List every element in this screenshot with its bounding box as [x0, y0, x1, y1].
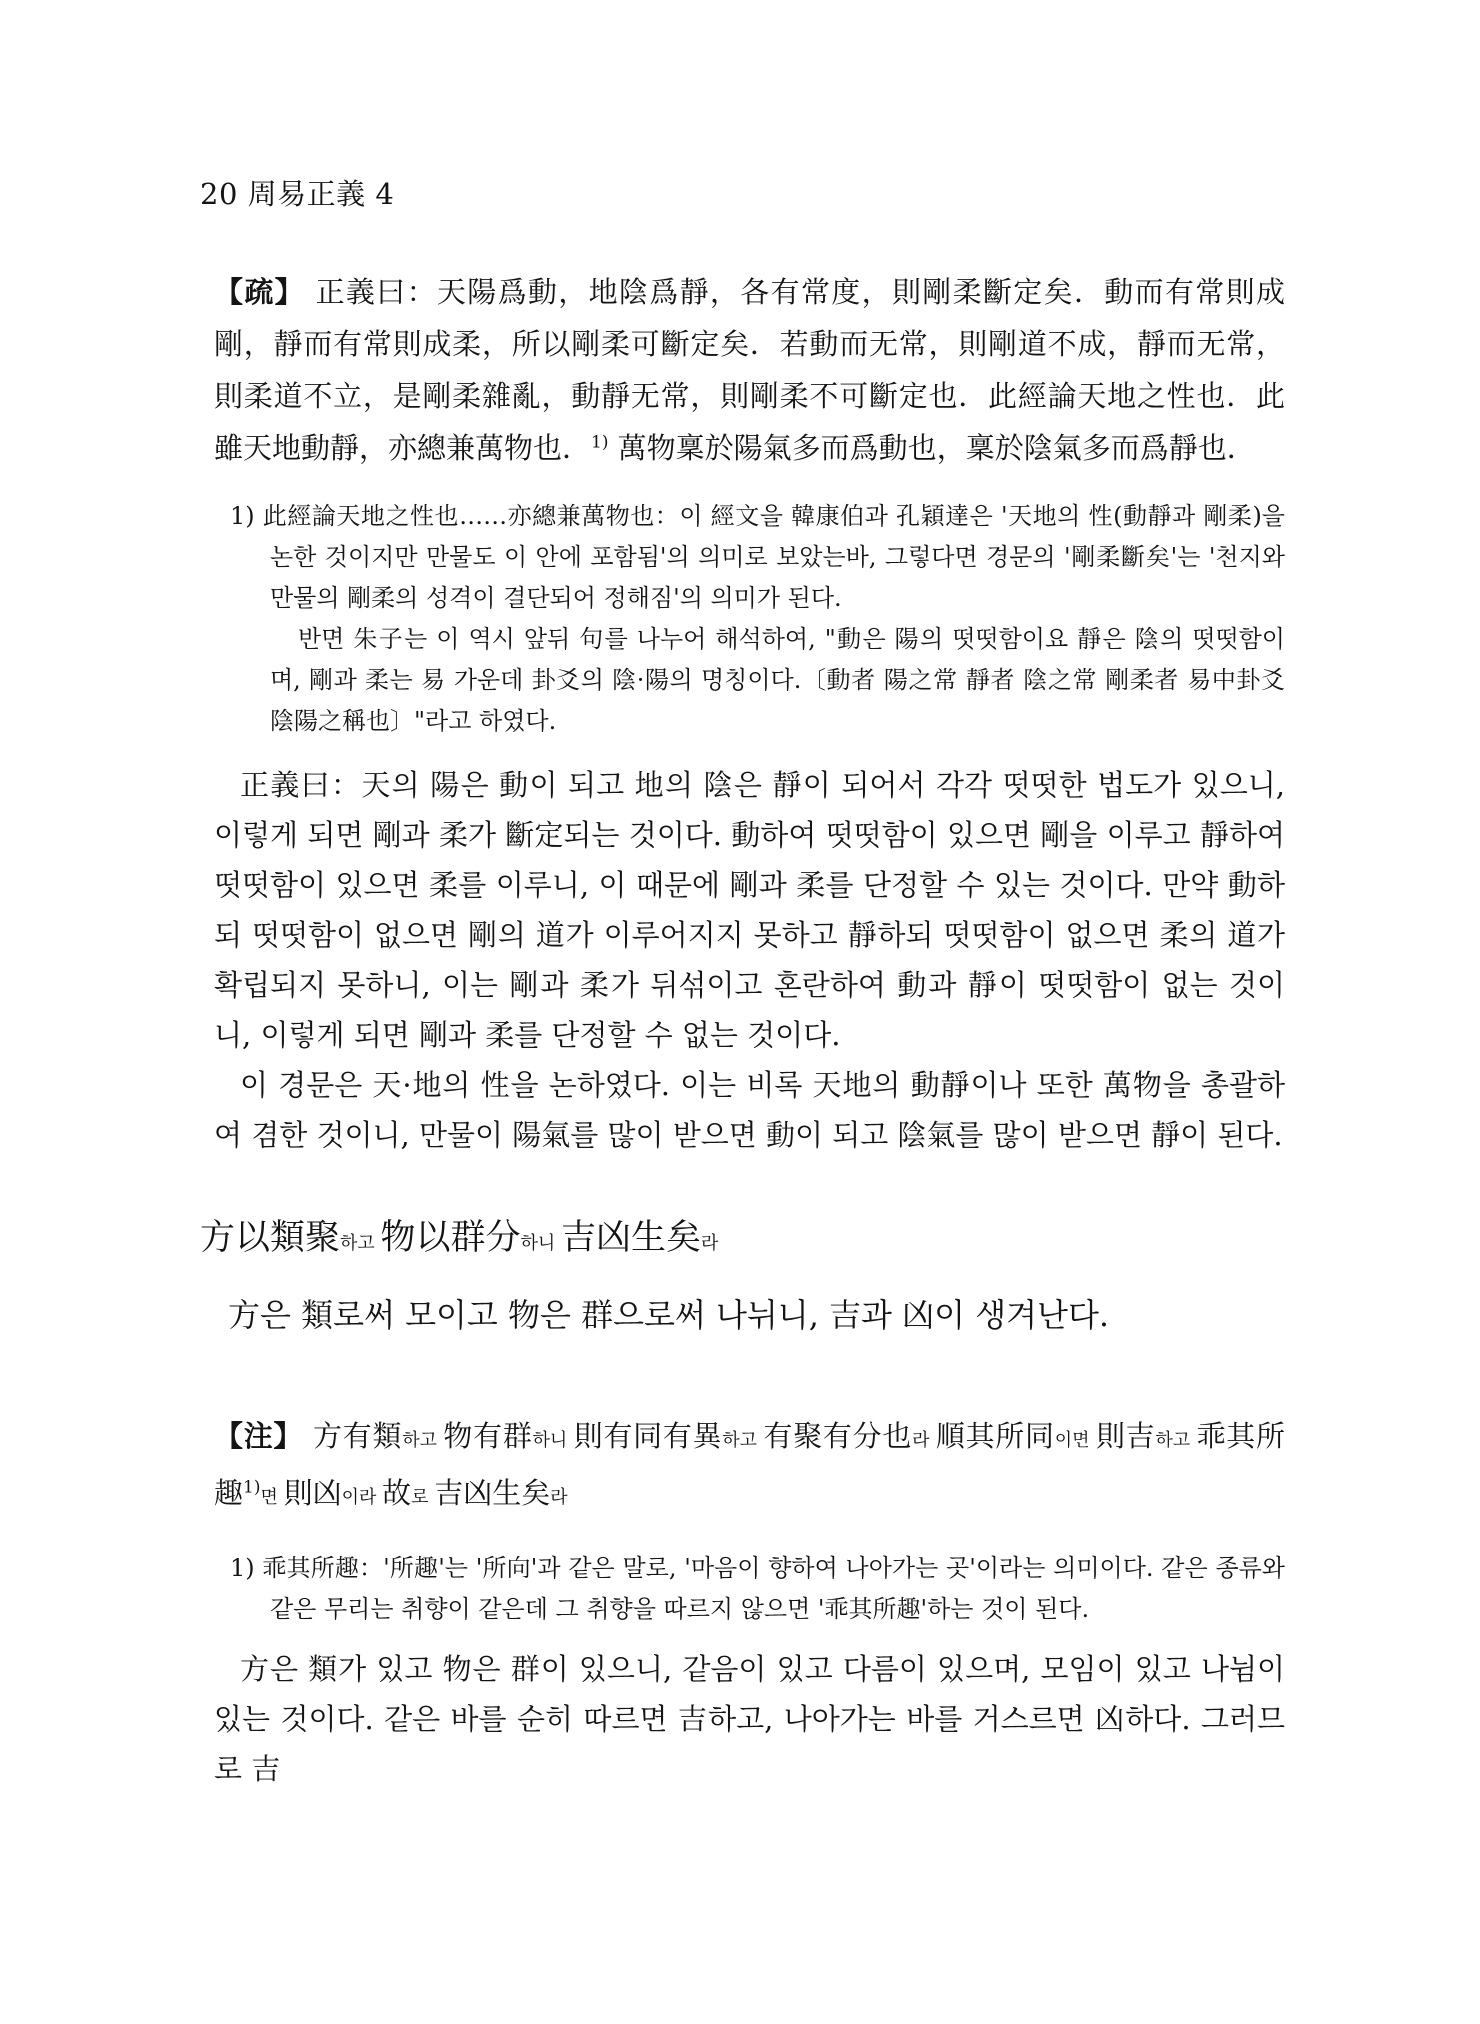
classic-translation: 方은 類로써 모이고 物은 群으로써 나뉘니, 吉과 凶이 생겨난다. [228, 1296, 1110, 1334]
zhu-commentary [214, 1410, 1285, 1524]
shu-text: 正義曰：天陽爲動，地陰爲靜，各有常度，則剛柔斷定矣．動而有常則成剛，靜而有常則成柔，所以剛柔可斷定矣．若動而无常，則剛道不成，靜而无常，則柔道不立，是剛柔雜亂，動靜无常，則剛柔不可斷定也．此經論天地之性也．此雖天地動靜，亦總兼萬物也． [214, 275, 1285, 465]
zhu-text-6: 則吉 [1095, 1419, 1156, 1453]
book-title: 周易正義 4 [247, 177, 395, 211]
shu-marker: 【疏】 [214, 275, 306, 309]
zhu-text-4: 有聚有分也 [763, 1419, 913, 1453]
translation-1-para-2: 이 경문은 天·地의 性을 논하였다. 이는 비록 天地의 動靜이나 또한 萬物을 총괄하여 겸한 것이니, 만물이 陽氣를 많이 받으면 動이 되고 陰氣를 많이 받으면 靜이 된다. [214, 1068, 1285, 1152]
classic-phrase-1: 方以類聚 [200, 1218, 341, 1258]
translation-2: 方은 類가 있고 物은 群이 있으니, 같음이 있고 다름이 있으며, 모임이 있고 나뉨이 있는 것이다. 같은 바를 순히 따르면 吉하고, 나아가는 바를 거스르면 凶하다. 그러므로 吉 [214, 1652, 1285, 1786]
zhu-particle-1: 하고 [402, 1430, 444, 1451]
classic-particle-3: 라 [701, 1233, 719, 1254]
zhu-text-2: 物有群 [443, 1419, 533, 1453]
translation-1-para-1: 正義曰：天의 陽은 動이 되고 地의 陰은 靜이 되어서 각각 떳떳한 법도가 있으니, 이렇게 되면 剛과 柔가 斷定되는 것이다. 動하여 떳떳함이 있으면 剛을 이루고 靜하여 떳떳함이 있으면 柔를 이루니, 이 때문에 剛과 柔를 단정할 수 있는 것이다. 만약 動하되 떳떳함이 없으면 剛의 道가 이루어지지 못하고 靜하되 떳떳함이 없으면 柔의 道가 확립되지 못하니, 이는 剛과 柔가 뒤섞이고 혼란하여 動과 靜이 떳떳함이 없는 것이니, 이렇게 되면 剛과 柔를 단정할 수 없는 것이다. [214, 768, 1285, 1052]
footnote-ref-2: 1) [243, 1477, 261, 1498]
zhu-particle-2: 하니 [532, 1430, 574, 1451]
zhu-text-5: 順其所同 [935, 1419, 1055, 1453]
zhu-text-9: 故 [382, 1476, 412, 1510]
translation-1 [214, 760, 1285, 1160]
footnote-2 [230, 1548, 1285, 1630]
zhu-particle-7: 면 [260, 1487, 284, 1508]
page-number: 20 [200, 177, 238, 211]
classic-particle-2: 하니 [520, 1233, 562, 1254]
page-content [200, 266, 1286, 1794]
zhu-text-10: 吉凶生矣 [434, 1476, 551, 1510]
zhu-particle-9: 로 [411, 1487, 435, 1508]
footnote-2-para: 1) 乖其所趣：'所趣'는 '所向'과 같은 말로, '마음이 향하여 나아가는 곳'이라는 의미이다. 같은 종류와 같은 무리는 취향이 같은데 그 취향을 따르지 않으면 '乖其所趣'하는 것이 된다. [230, 1554, 1285, 1623]
classic-particle-1: 하고 [340, 1233, 381, 1254]
zhu-marker: 【注】 [214, 1419, 304, 1453]
classic-text [200, 1214, 1285, 1268]
classic-phrase-2: 物以群分 [380, 1218, 521, 1258]
zhu-particle-6: 하고 [1155, 1430, 1197, 1451]
running-header [200, 176, 394, 212]
footnote-1-para-1: 1) 此經論天地之性也……亦總兼萬物也：이 經文을 韓康伯과 孔穎達은 '天地의 性(動靜과 剛柔)을 논한 것이지만 만물도 이 안에 포함됨'의 의미로 보았는바, 그렇다면 경문의 '剛柔斷矣'는 '천지와 만물의 剛柔의 성격이 결단되어 정해짐'의 의미가 된다. [230, 502, 1285, 612]
footnote-1-para-2: 반면 朱子는 이 역시 앞뒤 句를 나누어 해석하여, "動은 陽의 떳떳함이요 靜은 陰의 떳떳함이며, 剛과 柔는 易 가운데 卦爻의 陰·陽의 명칭이다.〔動者 陽之常 靜者 陰之常 剛柔者 易中卦爻陰陽之稱也〕"라고 하였다. [270, 625, 1285, 735]
shu-text-after: 萬物稟於陽氣多而爲動也，稟於陰氣多而爲靜也． [608, 431, 1256, 465]
zhu-particle-8: 이라 [341, 1487, 383, 1508]
classic-phrase-3: 吉凶生矣 [561, 1218, 702, 1258]
zhu-text-7: 乖其所趣 [214, 1419, 1286, 1510]
footnote-ref-1: 1) [591, 432, 609, 453]
zhu-particle-3: 하고 [722, 1430, 764, 1451]
zhu-particle-5: 이면 [1054, 1430, 1096, 1451]
shu-commentary [214, 266, 1285, 474]
zhu-text-3: 則有同有異 [573, 1419, 723, 1453]
zhu-particle-10: 라 [550, 1487, 568, 1508]
zhu-text-8: 則凶 [283, 1476, 342, 1510]
zhu-particle-4: 라 [912, 1430, 936, 1451]
footnote-1 [230, 496, 1285, 742]
zhu-text-1: 方有類 [303, 1419, 403, 1453]
